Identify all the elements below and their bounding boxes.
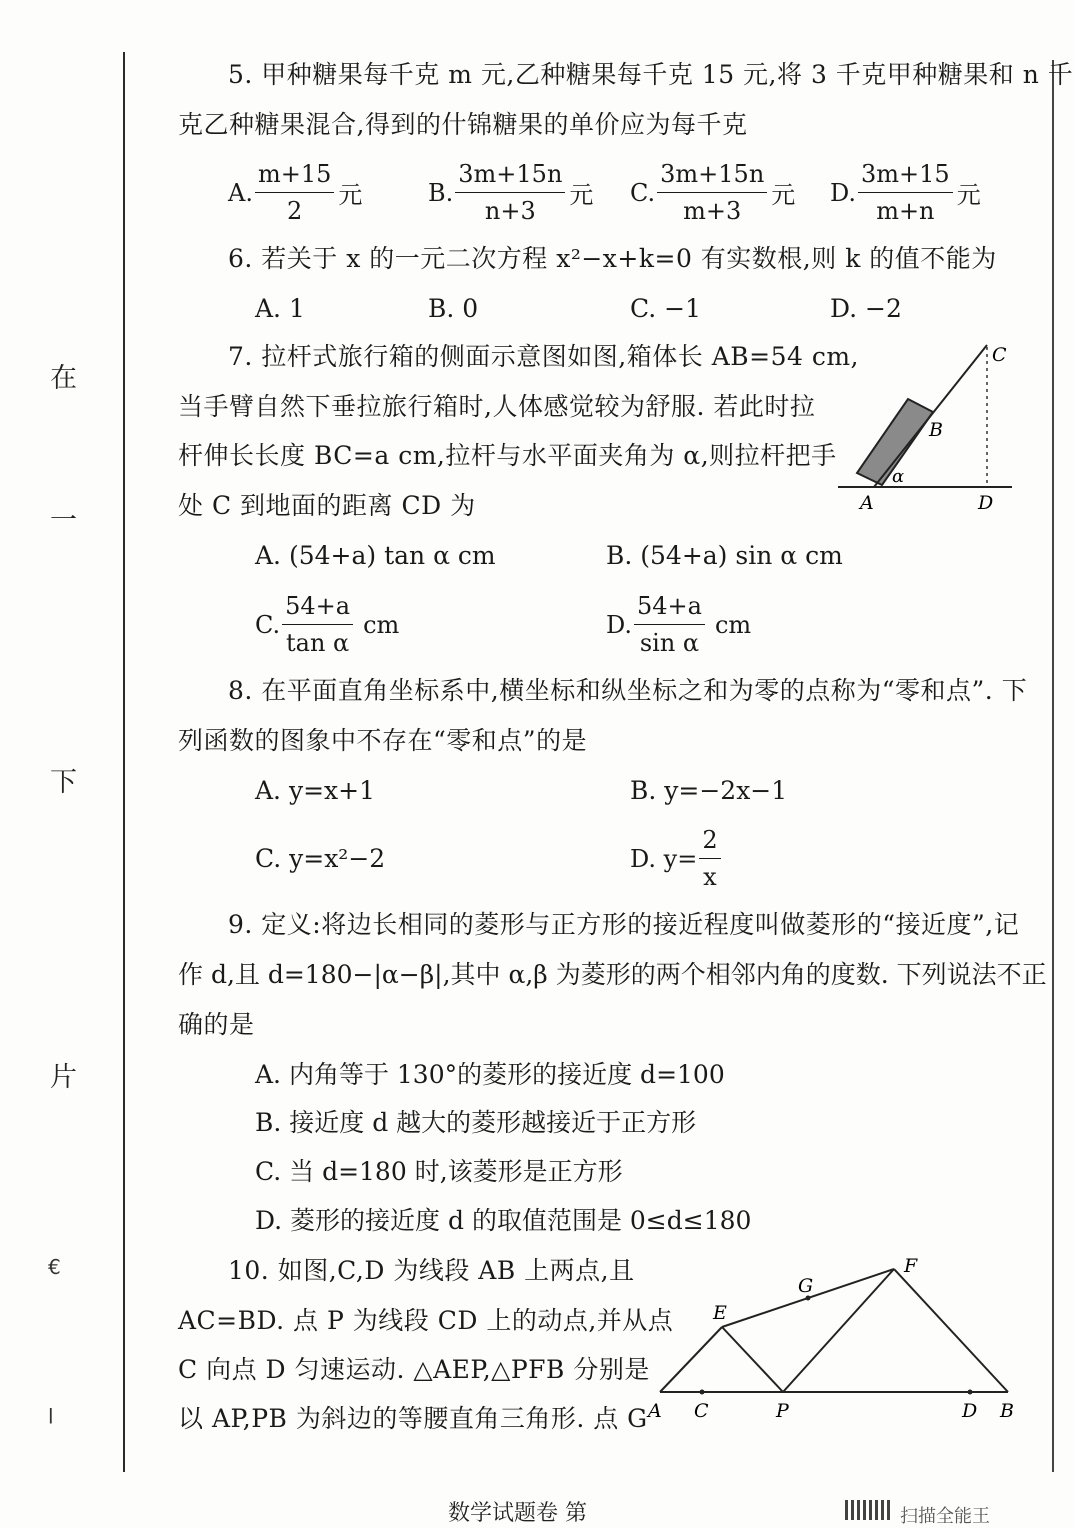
q7-line1: 7. 拉杆式旅行箱的侧面示意图如图,箱体长 AB=54 cm, bbox=[228, 342, 859, 371]
q7-handle-rod bbox=[874, 345, 987, 487]
q10-label-c: C bbox=[694, 1400, 709, 1422]
q8-option-a: A. y=x+1 bbox=[255, 776, 375, 805]
q7-label-a: A bbox=[860, 492, 874, 514]
q10-label-p: P bbox=[776, 1400, 789, 1422]
q5-option-b-unit: 元 bbox=[569, 181, 594, 209]
q5-option-a bbox=[228, 160, 362, 225]
q7-option-c-unit: cm bbox=[363, 610, 400, 639]
q8-option-d-den: x bbox=[703, 863, 717, 891]
q10-side-ep bbox=[722, 1327, 783, 1392]
q8-option-d bbox=[630, 826, 723, 891]
q8-line2: 列函数的图象中不存在“零和点”的是 bbox=[178, 726, 588, 755]
side-mark-2: ꞁ bbox=[48, 1400, 54, 1424]
q7-option-c-den: tan α bbox=[286, 629, 350, 657]
q7-option-d-unit: cm bbox=[714, 610, 752, 639]
q6-option-c: C. −1 bbox=[630, 294, 701, 323]
side-mark-1: € bbox=[48, 1255, 61, 1279]
q9-option-b: B. 接近度 d 越大的菱形越接近于正方形 bbox=[255, 1108, 697, 1137]
q7-label-b: B bbox=[929, 419, 943, 441]
q7-line3: 杆伸长长度 BC=a cm,拉杆与水平面夹角为 α,则拉杆把手 bbox=[178, 441, 837, 470]
q10-label-b: B bbox=[1000, 1400, 1014, 1422]
q7-label-c: C bbox=[992, 344, 1007, 366]
q7-option-d-label: D. bbox=[606, 610, 633, 639]
q6-option-a: A. 1 bbox=[255, 294, 305, 323]
q5-line2: 克乙种糖果混合,得到的什锦糖果的单价应为每千克 bbox=[178, 110, 748, 139]
q8-option-c: C. y=x²−2 bbox=[255, 844, 386, 873]
q9-line2: 作 d,且 d=180−|α−β|,其中 α,β 为菱形的两个相邻内角的度数. 下列说法不正 bbox=[178, 960, 1047, 989]
q10-line3: C 向点 D 匀速运动. △AEP,△PFB 分别是 bbox=[178, 1355, 650, 1384]
q5-option-b-label: B. bbox=[428, 178, 454, 207]
q8-option-b: B. y=−2x−1 bbox=[630, 776, 788, 805]
q5-option-b bbox=[428, 160, 593, 225]
q7-option-c-num: 54+a bbox=[282, 592, 353, 625]
q7-option-a: A. (54+a) tan α cm bbox=[255, 541, 496, 570]
q6-option-b: B. 0 bbox=[428, 294, 479, 323]
q8-line1: 8. 在平面直角坐标系中,横坐标和纵坐标之和为零的点称为“零和点”. 下 bbox=[228, 676, 1028, 705]
q10-label-e: E bbox=[713, 1302, 727, 1324]
q9-option-a: A. 内角等于 130°的菱形的接近度 d=100 bbox=[255, 1060, 725, 1089]
q5-option-c bbox=[630, 160, 795, 225]
q10-label-d: D bbox=[962, 1400, 978, 1422]
q10-line1: 10. 如图,C,D 为线段 AB 上两点,且 bbox=[228, 1256, 635, 1285]
q5-option-d-unit: 元 bbox=[956, 181, 981, 209]
qr-code-icon bbox=[845, 1500, 891, 1520]
q5-option-d bbox=[830, 160, 981, 225]
q6-option-d: D. −2 bbox=[830, 294, 902, 323]
side-label-pian: 片 bbox=[50, 1062, 77, 1093]
q10-point-d bbox=[968, 1390, 973, 1395]
q9-line3: 确的是 bbox=[178, 1010, 255, 1039]
q5-option-c-num: 3m+15n bbox=[657, 160, 767, 193]
q5-option-a-unit: 元 bbox=[338, 181, 363, 209]
q5-line1: 5. 甲种糖果每千克 m 元,乙种糖果每千克 15 元,将 3 千克甲种糖果和 n 千 bbox=[228, 60, 1074, 89]
q7-option-d bbox=[606, 592, 751, 657]
q5-option-d-label: D. bbox=[830, 178, 857, 207]
q7-line4: 处 C 到地面的距离 CD 为 bbox=[178, 491, 476, 520]
q6-line1: 6. 若关于 x 的一元二次方程 x²−x+k=0 有实数根,则 k 的值不能为 bbox=[228, 244, 997, 273]
q8-option-d-label: D. y= bbox=[630, 844, 698, 873]
side-label-zai: 在 bbox=[50, 363, 77, 394]
q5-option-c-label: C. bbox=[630, 178, 656, 207]
q5-option-a-num: m+15 bbox=[255, 160, 334, 193]
q10-label-g: G bbox=[798, 1275, 814, 1297]
q7-option-c bbox=[255, 592, 399, 657]
q5-option-a-label: A. bbox=[228, 178, 253, 207]
q10-line2: AC=BD. 点 P 为线段 CD 上的动点,并从点 bbox=[178, 1306, 674, 1335]
q9-line1: 9. 定义:将边长相同的菱形与正方形的接近程度叫做菱形的“接近度”,记 bbox=[228, 910, 1020, 939]
page-edge-line bbox=[1052, 60, 1054, 1472]
q5-option-d-den: m+n bbox=[876, 197, 935, 225]
q5-option-b-den: n+3 bbox=[484, 197, 536, 225]
q7-option-b: B. (54+a) sin α cm bbox=[606, 541, 843, 570]
binding-margin-line bbox=[123, 52, 125, 1472]
q7-option-c-label: C. bbox=[255, 610, 281, 639]
q7-figure bbox=[830, 335, 1030, 520]
q9-option-d: D. 菱形的接近度 d 的取值范围是 0≤d≤180 bbox=[255, 1206, 752, 1235]
q10-figure bbox=[640, 1255, 1030, 1435]
q10-label-a: A bbox=[648, 1400, 662, 1422]
q7-label-alpha: α bbox=[892, 466, 905, 487]
q8-option-d-num: 2 bbox=[699, 826, 720, 859]
side-label-xia: 下 bbox=[50, 767, 77, 798]
q7-line2: 当手臂自然下垂拉旅行箱时,人体感觉较为舒服. 若此时拉 bbox=[178, 392, 816, 421]
side-label-yi: 一 bbox=[50, 505, 77, 536]
q10-side-fb bbox=[894, 1269, 1008, 1392]
q7-label-d: D bbox=[978, 492, 994, 514]
q10-line4: 以 AP,PB 为斜边的等腰直角三角形. 点 G bbox=[178, 1404, 648, 1433]
q7-option-d-num: 54+a bbox=[634, 592, 705, 625]
q5-option-d-num: 3m+15 bbox=[858, 160, 953, 193]
q10-point-c bbox=[700, 1390, 705, 1395]
page-footer: 数学试题卷 第 bbox=[448, 1501, 587, 1526]
q5-option-a-den: 2 bbox=[287, 197, 303, 225]
scanner-watermark: 扫描全能王 bbox=[900, 1506, 990, 1527]
q9-option-c: C. 当 d=180 时,该菱形是正方形 bbox=[255, 1157, 623, 1186]
q10-side-ae bbox=[660, 1327, 722, 1392]
q5-option-c-den: m+3 bbox=[683, 197, 742, 225]
q5-option-b-num: 3m+15n bbox=[455, 160, 565, 193]
q7-option-d-den: sin α bbox=[639, 629, 700, 657]
q5-option-c-unit: 元 bbox=[771, 181, 796, 209]
q10-label-f: F bbox=[904, 1255, 918, 1277]
